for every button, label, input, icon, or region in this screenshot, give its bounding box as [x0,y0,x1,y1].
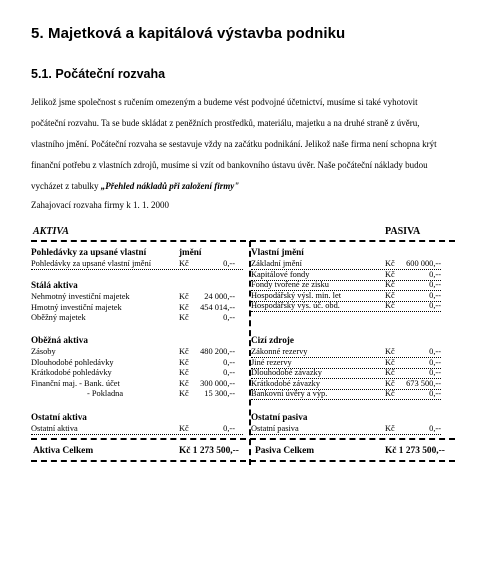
row-label: Ostatní pasiva [251,424,299,433]
table-row [251,300,441,312]
row-label: Jiné rezervy [251,357,292,367]
row-value: 600 000,-- [406,259,441,268]
row-currency: Kč [385,269,395,279]
row-currency: Kč [385,280,395,289]
pasiva-header: PASIVA [385,226,421,237]
row-value: 0,-- [429,269,441,279]
row-label: Dlouhodobé závazky [251,368,322,377]
row-currency: Kč [385,259,395,268]
row-currency: Kč [179,347,189,356]
row-label: Hmotný investiční majetek [31,302,122,312]
balance-sheet-table [31,224,455,464]
row-value: 0,-- [223,424,235,433]
intro-paragraph [31,92,471,197]
row-value: 24 000,-- [204,292,235,301]
row-currency: Kč [179,357,189,367]
pasiva-section-title: Ostatní pasiva [251,412,308,422]
pasiva-section-title: Cizí zdroje [251,335,294,345]
row-value: 0,-- [223,357,235,367]
table-row [31,258,243,270]
row-value: 454 014,-- [200,302,235,312]
paragraph-text: vycházet z tabulky [31,181,101,191]
chapter-heading: 5. Majetková a kapitálová výstavba podniku [31,25,346,42]
row-currency: Kč [179,292,189,301]
row-value: 15 300,-- [204,389,235,398]
row-currency: Kč [179,368,189,377]
aktiva-section-title: Stálá aktiva [31,280,78,290]
row-label: Zásoby [31,347,56,356]
table-row [31,388,243,399]
pasiva-total-value: Kč 1 273 500,-- [385,446,445,456]
table-row [251,388,441,400]
paragraph-line [31,176,471,197]
aktiva-section-title [31,247,146,257]
row-value: 0,-- [429,389,441,398]
row-currency: Kč [385,389,395,398]
table-row [31,367,243,378]
row-currency: Kč [179,424,189,433]
table-row [31,346,243,357]
row-value: 0,-- [429,357,441,367]
row-label: Fondy tvořené ze zisku [251,280,329,289]
row-label: - Pokladna [87,389,124,398]
table-row [31,291,243,302]
pasiva-total-label: Pasiva Celkem [255,446,315,456]
table-row [31,312,243,323]
row-currency: Kč [385,290,395,300]
table-row [31,423,243,435]
row-currency: Kč [385,368,395,377]
balance-sheet-caption: Zahajovací rozvaha firmy k 1. 1. 2000 [31,200,169,210]
total-rule [31,438,455,440]
row-label: Oběžný majetek [31,313,86,322]
bottom-rule [31,460,455,462]
table-row [31,302,243,313]
row-value: 0,-- [429,301,441,310]
row-currency: Kč [385,378,395,388]
aktiva-total-value: Kč 1 273 500,-- [179,446,239,456]
row-label: Zákonné rezervy [251,347,308,356]
paragraph-line: finanční potřebu z vlastních zdrojů, musíme si vzít od bankovního ústavu úvěr. Naše počáteční náklady budou [31,160,428,170]
row-label: Krátkodobé pohledávky [31,368,112,377]
row-value: 0,-- [429,290,441,300]
table-reference: „Přehled nákladů při založení firmy" [100,181,240,191]
row-currency: Kč [179,259,189,268]
row-value: 0,-- [429,347,441,356]
row-value: 0,-- [223,313,235,322]
aktiva-section-title: Ostatní aktiva [31,412,87,422]
row-label: Hospodářský výs. úč. obd. [251,301,340,310]
table-row [31,357,243,368]
row-label: Dlouhodobé pohledávky [31,357,114,367]
row-currency: Kč [385,424,395,433]
section-heading: 5.1. Počáteční rozvaha [31,67,166,81]
row-currency: Kč [385,357,395,367]
row-value: 0,-- [429,368,441,377]
paragraph-line: vlastního jmění. Počáteční rozvaha se sestavuje vždy na začátku podnikání. Jelikož naše firma není schopna krýt [31,139,437,149]
row-currency: Kč [385,301,395,310]
row-currency: Kč [179,313,189,322]
row-label: Krátkodobé závazky [251,378,321,388]
row-label: Základní jmění [251,259,302,268]
row-label: Kapitálové fondy [251,269,310,279]
paragraph-line: Jelikož jsme společnost s ručením omezeným a budeme vést podvojné účetnictví, musíme si také vyhotovit [31,97,418,107]
table-row [251,423,441,435]
row-label: Bankovní úvěry a výp. [251,389,328,398]
aktiva-section-title-suffix: jmění [179,247,202,257]
aktiva-header: AKTIVA [33,226,69,237]
row-label: Ostatní aktiva [31,424,78,433]
table-row [31,378,243,389]
aktiva-total-label: Aktiva Celkem [33,446,94,456]
row-value: 480 200,-- [200,347,235,356]
row-label: Finanční maj. - Bank. účet [31,378,120,388]
row-currency: Kč [179,302,189,312]
row-value: 0,-- [429,280,441,289]
row-currency: Kč [179,378,189,388]
aktiva-section-title: Oběžná aktiva [31,335,88,345]
top-rule [31,240,455,242]
row-label: Nehmotný investiční majetek [31,292,130,301]
row-currency: Kč [179,389,189,398]
row-value: 0,-- [429,424,441,433]
row-currency: Kč [385,347,395,356]
row-label: Hospodářský výsl. min. let [251,290,342,300]
row-value: 0,-- [223,259,235,268]
section-title-text: Pohledávky za upsané vlastní [31,247,147,257]
row-value: 0,-- [223,368,235,377]
row-label: Pohledávky za upsané vlastní jmění [31,259,152,268]
row-value: 673 500,-- [406,378,441,388]
row-value: 300 000,-- [200,378,235,388]
pasiva-section-title: Vlastní jmění [251,247,304,257]
paragraph-line: počáteční rozvahu. Ta se bude skládat z peněžních prostředků, materiálu, majetku a na druhé straně z úvěru, [31,118,420,128]
